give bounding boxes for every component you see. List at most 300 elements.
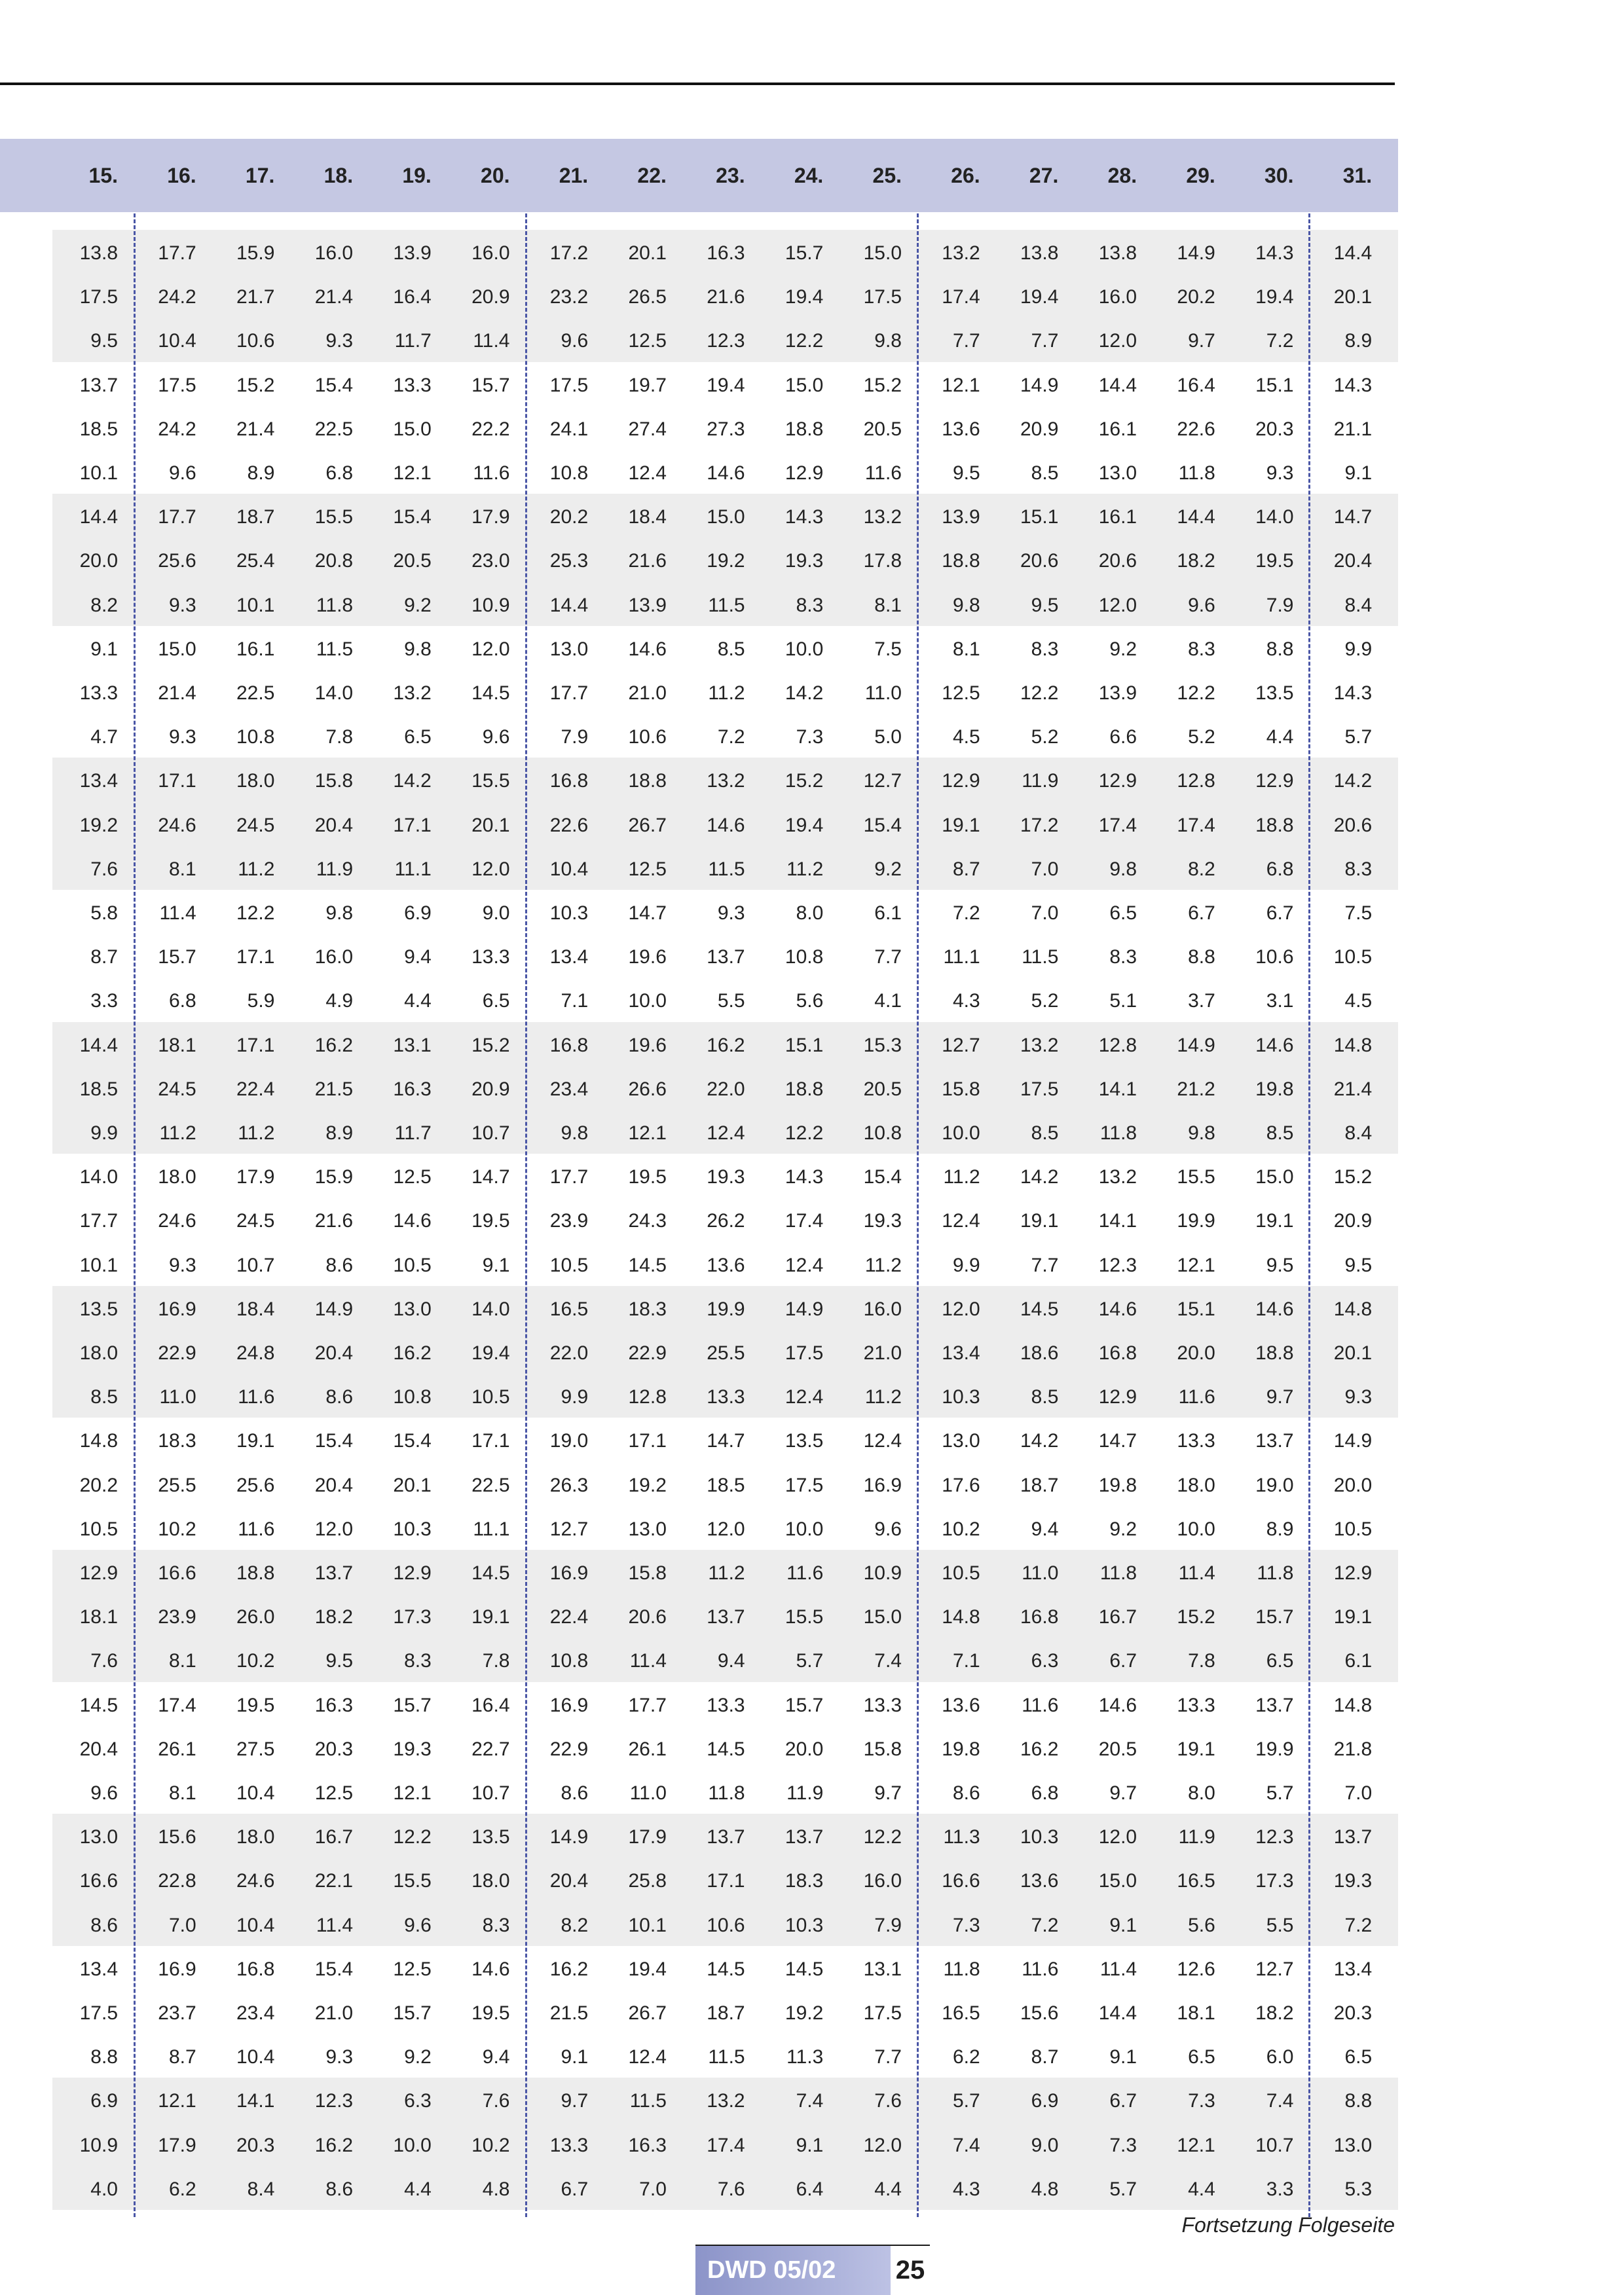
table-row [0,540,1398,583]
table-cell: 16.0 [471,242,510,264]
table-cell: 18.5 [707,1474,745,1496]
table-cell: 10.9 [863,1562,902,1584]
table-row [0,1156,1398,1200]
table-cell: 12.5 [393,1166,432,1188]
table-cell: 6.8 [1031,1782,1059,1804]
table-cell: 14.5 [471,682,510,704]
table-cell: 8.4 [1344,594,1373,616]
table-row [0,716,1398,760]
table-cell: 22.9 [628,1342,667,1364]
table-cell: 6.0 [1266,2046,1294,2068]
table-cell: 13.7 [1333,1826,1373,1848]
table-cell: 11.0 [864,682,902,704]
table-cell: 9.7 [561,2090,589,2112]
table-cell: 5.7 [952,2090,980,2112]
table-cell: 24.8 [236,1342,275,1364]
table-cell: 14.2 [784,682,824,704]
table-cell: 13.5 [471,1826,510,1848]
table-cell: 14.6 [471,1958,510,1980]
table-row [0,2036,1398,2080]
table-cell: 10.8 [549,462,589,484]
table-cell: 13.0 [549,638,589,660]
table-cell: 12.2 [236,902,275,924]
day-header-cell: 23. [716,164,745,187]
table-cell: 14.6 [1098,1694,1137,1716]
table-cell: 15.1 [784,1034,824,1056]
table-cell: 20.3 [1255,418,1294,440]
table-row [0,1992,1398,2036]
table-cell: 15.7 [1255,1606,1294,1628]
table-cell: 13.0 [79,1826,118,1848]
table-cell: 26.0 [236,1606,275,1628]
day-header-cell: 29. [1186,164,1215,187]
table-row [0,1464,1398,1508]
table-cell: 16.1 [1098,506,1137,528]
table-cell: 19.0 [1255,1474,1294,1496]
table-cell: 27.5 [236,1738,275,1760]
table-cell: 14.9 [1020,374,1059,396]
table-cell: 18.2 [314,1606,354,1628]
table-cell: 22.1 [314,1870,354,1892]
table-cell: 16.9 [549,1694,589,1716]
table-cell: 15.1 [1020,506,1059,528]
table-cell: 16.5 [549,1298,589,1320]
table-cell: 16.0 [314,242,354,264]
table-cell: 15.0 [863,242,902,264]
table-cell: 19.3 [784,550,824,572]
table-cell: 10.2 [236,1650,275,1672]
table-cell: 14.6 [1098,1298,1137,1320]
table-cell: 7.0 [1344,1782,1373,1804]
table-cell: 22.8 [158,1870,196,1892]
table-row [0,1904,1398,1948]
table-cell: 19.3 [707,1166,745,1188]
table-cell: 21.0 [628,682,667,704]
table-cell: 13.6 [1020,1870,1059,1892]
table-cell: 18.4 [628,506,667,528]
table-cell: 5.1 [1109,990,1137,1012]
table-cell: 12.2 [393,1826,432,1848]
table-cell: 14.4 [1177,506,1215,528]
table-cell: 10.1 [236,594,275,616]
table-cell: 8.3 [482,1914,510,1936]
table-cell: 17.5 [549,374,589,396]
table-cell: 9.1 [561,2046,589,2068]
table-cell: 17.1 [236,946,275,968]
table-row [0,760,1398,803]
table-cell: 14.4 [1098,2002,1137,2024]
table-cell: 18.1 [79,1606,118,1628]
table-cell: 11.6 [1022,1694,1059,1716]
table-cell: 8.2 [90,594,118,616]
table-cell: 4.0 [90,2178,118,2200]
table-cell: 8.8 [1344,2090,1373,2112]
table-cell: 19.9 [1177,1210,1215,1232]
table-cell: 19.1 [1333,1606,1373,1628]
table-cell: 11.5 [708,594,745,616]
table-cell: 10.7 [471,1782,510,1804]
table-cell: 19.1 [1020,1210,1059,1232]
table-cell: 15.9 [314,1166,354,1188]
table-cell: 5.7 [1344,726,1373,748]
table-cell: 11.2 [708,1562,745,1584]
table-cell: 9.3 [168,726,196,748]
table-cell: 13.4 [79,1958,118,1980]
table-cell: 9.8 [874,330,902,352]
table-cell: 13.7 [784,1826,824,1848]
table-cell: 13.2 [707,770,745,792]
table-cell: 15.1 [1177,1298,1215,1320]
table-row [0,496,1398,540]
table-cell: 6.5 [404,726,432,748]
table-cell: 25.6 [158,550,196,572]
table-cell: 11.7 [394,330,432,352]
table-cell: 12.0 [471,858,510,880]
table-cell: 25.4 [236,550,275,572]
table-cell: 8.0 [796,902,824,924]
table-cell: 9.4 [1031,1518,1059,1540]
table-cell: 14.7 [628,902,667,924]
table-cell: 23.7 [158,2002,196,2024]
table-cell: 23.4 [549,1078,589,1100]
table-cell: 16.3 [314,1694,354,1716]
table-cell: 18.1 [1177,2002,1215,2024]
table-cell: 22.7 [471,1738,510,1760]
table-cell: 14.5 [79,1694,118,1716]
table-cell: 8.6 [325,2178,354,2200]
table-cell: 7.2 [717,726,745,748]
table-cell: 12.4 [628,2046,667,2068]
table-cell: 13.0 [942,1430,980,1452]
table-cell: 8.2 [1188,858,1215,880]
table-cell: 10.1 [628,1914,667,1936]
table-cell: 10.3 [549,902,589,924]
table-cell: 9.1 [796,2134,824,2156]
table-cell: 17.5 [79,286,118,308]
table-cell: 27.4 [628,418,667,440]
table-cell: 16.6 [79,1870,118,1892]
table-cell: 15.0 [158,638,196,660]
table-cell: 10.5 [1333,946,1373,968]
table-row [0,276,1398,320]
table-cell: 12.1 [1177,2134,1215,2156]
table-cell: 15.4 [393,506,432,528]
table-cell: 14.6 [707,814,745,836]
table-cell: 15.5 [314,506,354,528]
table-cell: 9.1 [1344,462,1373,484]
table-cell: 20.1 [1333,286,1373,308]
table-cell: 7.2 [1266,330,1294,352]
table-cell: 18.3 [158,1430,196,1452]
table-cell: 12.9 [1255,770,1294,792]
table-cell: 11.8 [1099,1562,1137,1584]
table-cell: 12.1 [158,2090,196,2112]
table-cell: 8.5 [1031,1122,1059,1144]
table-cell: 14.9 [549,1826,589,1848]
table-cell: 10.4 [236,2046,275,2068]
table-cell: 5.2 [1031,726,1059,748]
table-cell: 14.1 [1098,1210,1137,1232]
table-cell: 9.3 [325,330,354,352]
table-cell: 8.2 [561,1914,589,1936]
table-cell: 13.7 [1255,1430,1294,1452]
table-cell: 10.0 [393,2134,432,2156]
table-row [0,1024,1398,1068]
table-cell: 14.0 [1255,506,1294,528]
table-cell: 12.4 [942,1210,980,1232]
table-cell: 17.2 [1020,814,1059,836]
table-cell: 10.0 [784,1518,824,1540]
table-cell: 9.3 [325,2046,354,2068]
table-cell: 10.9 [79,2134,118,2156]
table-cell: 16.0 [863,1870,902,1892]
table-cell: 8.7 [952,858,980,880]
table-cell: 16.3 [393,1078,432,1100]
table-cell: 12.4 [784,1386,824,1408]
table-cell: 9.7 [874,1782,902,1804]
table-cell: 18.7 [236,506,275,528]
table-cell: 12.8 [1177,770,1215,792]
table-cell: 15.2 [471,1034,510,1056]
table-cell: 19.1 [1177,1738,1215,1760]
table-cell: 14.5 [707,1738,745,1760]
table-cell: 8.3 [1109,946,1137,968]
table-cell: 11.4 [473,330,510,352]
table-cell: 4.8 [1031,2178,1059,2200]
table-cell: 10.0 [784,638,824,660]
table-cell: 22.4 [236,1078,275,1100]
table-cell: 20.1 [393,1474,432,1496]
table-cell: 18.8 [628,770,667,792]
table-cell: 8.7 [90,946,118,968]
table-cell: 6.2 [168,2178,196,2200]
table-cell: 15.7 [784,242,824,264]
table-cell: 15.0 [784,374,824,396]
top-rule [0,83,1395,85]
table-cell: 11.2 [864,1386,902,1408]
table-cell: 22.9 [549,1738,589,1760]
table-cell: 15.0 [863,1606,902,1628]
table-cell: 18.4 [236,1298,275,1320]
table-cell: 11.1 [394,858,432,880]
table-cell: 16.9 [158,1298,196,1320]
table-cell: 8.7 [1031,2046,1059,2068]
table-cell: 15.2 [236,374,275,396]
table-cell: 10.5 [393,1254,432,1276]
table-cell: 14.8 [1333,1298,1373,1320]
table-cell: 20.2 [79,1474,118,1496]
table-cell: 18.8 [784,418,824,440]
table-cell: 16.2 [1020,1738,1059,1760]
table-cell: 9.3 [1266,462,1294,484]
day-header-cell: 19. [402,164,432,187]
table-cell: 14.6 [1255,1298,1294,1320]
table-cell: 14.0 [471,1298,510,1320]
table-cell: 17.1 [707,1870,745,1892]
table-cell: 14.8 [1333,1694,1373,1716]
table-cell: 16.4 [471,1694,510,1716]
table-cell: 20.9 [471,1078,510,1100]
table-cell: 11.2 [238,858,275,880]
table-cell: 18.8 [784,1078,824,1100]
table-cell: 9.1 [90,638,118,660]
table-cell: 13.7 [707,946,745,968]
table-cell: 19.4 [707,374,745,396]
table-cell: 15.3 [863,1034,902,1056]
table-cell: 15.7 [784,1694,824,1716]
table-cell: 13.9 [628,594,667,616]
table-cell: 12.7 [863,770,902,792]
table-cell: 11.0 [1022,1562,1059,1584]
table-cell: 22.2 [471,418,510,440]
table-cell: 13.8 [1098,242,1137,264]
table-cell: 10.5 [549,1254,589,1276]
table-cell: 13.7 [707,1826,745,1848]
table-cell: 18.0 [1177,1474,1215,1496]
day-header-cell: 22. [637,164,667,187]
table-cell: 10.4 [236,1914,275,1936]
table-cell: 10.5 [942,1562,980,1584]
table-cell: 14.6 [707,462,745,484]
table-cell: 10.4 [158,330,196,352]
table-cell: 20.4 [314,1342,354,1364]
table-cell: 14.1 [1098,1078,1137,1100]
table-cell: 15.4 [314,374,354,396]
table-cell: 14.0 [79,1166,118,1188]
table-cell: 12.5 [628,858,667,880]
table-cell: 6.8 [325,462,354,484]
table-cell: 20.9 [471,286,510,308]
table-cell: 8.1 [168,1650,196,1672]
table-cell: 4.4 [1266,726,1294,748]
table-cell: 15.2 [863,374,902,396]
table-cell: 13.5 [784,1430,824,1452]
table-cell: 6.3 [404,2090,432,2112]
table-cell: 14.5 [784,1958,824,1980]
table-cell: 21.4 [314,286,354,308]
table-cell: 8.3 [1188,638,1215,660]
table-cell: 20.2 [549,506,589,528]
table-cell: 21.4 [236,418,275,440]
table-cell: 14.1 [236,2090,275,2112]
table-cell: 23.9 [549,1210,589,1232]
table-cell: 7.6 [717,2178,745,2200]
table-cell: 11.8 [943,1958,980,1980]
table-cell: 10.7 [471,1122,510,1144]
table-cell: 19.2 [784,2002,824,2024]
table-cell: 20.3 [236,2134,275,2156]
table-cell: 14.5 [1020,1298,1059,1320]
table-cell: 20.4 [1333,550,1373,572]
table-cell: 20.8 [314,550,354,572]
table-cell: 8.5 [1266,1122,1294,1144]
table-cell: 11.3 [786,2046,824,2068]
table-cell: 10.8 [393,1386,432,1408]
table-cell: 18.1 [158,1034,196,1056]
table-cell: 17.1 [236,1034,275,1056]
table-cell: 12.3 [707,330,745,352]
table-cell: 14.9 [1177,242,1215,264]
table-cell: 4.5 [1344,990,1373,1012]
table-cell: 6.9 [90,2090,118,2112]
table-cell: 8.3 [1344,858,1373,880]
table-cell: 9.2 [1109,638,1137,660]
table-cell: 9.0 [482,902,510,924]
table-cell: 10.9 [471,594,510,616]
table-cell: 14.0 [314,682,354,704]
table-cell: 16.7 [314,1826,354,1848]
table-cell: 10.4 [549,858,589,880]
table-cell: 17.7 [549,1166,589,1188]
table-row [0,1376,1398,1420]
table-cell: 15.4 [863,814,902,836]
table-cell: 7.7 [874,946,902,968]
table-cell: 9.2 [1109,1518,1137,1540]
table-row [0,1420,1398,1463]
table-cell: 18.0 [79,1342,118,1364]
table-cell: 9.8 [561,1122,589,1144]
table-cell: 12.1 [942,374,980,396]
table-cell: 7.1 [952,1650,980,1672]
table-cell: 20.1 [471,814,510,836]
table-cell: 11.4 [1099,1958,1137,1980]
table-cell: 10.3 [942,1386,980,1408]
table-cell: 27.3 [707,418,745,440]
table-row [0,1860,1398,1903]
continuation-note: Fortsetzung Folgeseite [1181,2213,1395,2237]
table-cell: 26.2 [707,1210,745,1232]
table-cell: 10.7 [236,1254,275,1276]
table-cell: 19.1 [236,1430,275,1452]
table-cell: 10.6 [707,1914,745,1936]
table-cell: 13.3 [393,374,432,396]
table-row [0,1948,1398,1992]
table-cell: 13.3 [471,946,510,968]
table-cell: 6.5 [1266,1650,1294,1672]
table-cell: 16.0 [863,1298,902,1320]
table-row [0,364,1398,408]
table-cell: 4.4 [1188,2178,1215,2200]
table-cell: 9.6 [90,1782,118,1804]
table-cell: 9.9 [952,1254,980,1276]
table-cell: 13.7 [1255,1694,1294,1716]
table-cell: 9.8 [1188,1122,1215,1144]
table-cell: 21.2 [1177,1078,1215,1100]
table-cell: 3.3 [90,990,118,1012]
table-cell: 13.3 [549,2134,589,2156]
table-cell: 20.3 [1333,2002,1373,2024]
table-cell: 11.5 [316,638,354,660]
table-cell: 18.6 [1020,1342,1059,1364]
table-cell: 10.4 [236,1782,275,1804]
table-cell: 9.9 [561,1386,589,1408]
table-cell: 9.6 [561,330,589,352]
table-cell: 20.5 [863,1078,902,1100]
table-cell: 9.5 [90,330,118,352]
table-row [0,2124,1398,2168]
table-cell: 14.3 [1333,374,1373,396]
table-cell: 9.8 [325,902,354,924]
table-cell: 6.7 [1188,902,1215,924]
table-cell: 14.8 [79,1430,118,1452]
table-cell: 20.6 [1020,550,1059,572]
table-cell: 14.7 [1098,1430,1137,1452]
table-cell: 8.5 [1031,462,1059,484]
table-cell: 17.2 [549,242,589,264]
table-cell: 13.2 [1098,1166,1137,1188]
day-header-cell: 18. [323,164,354,187]
table-cell: 11.8 [1178,462,1215,484]
